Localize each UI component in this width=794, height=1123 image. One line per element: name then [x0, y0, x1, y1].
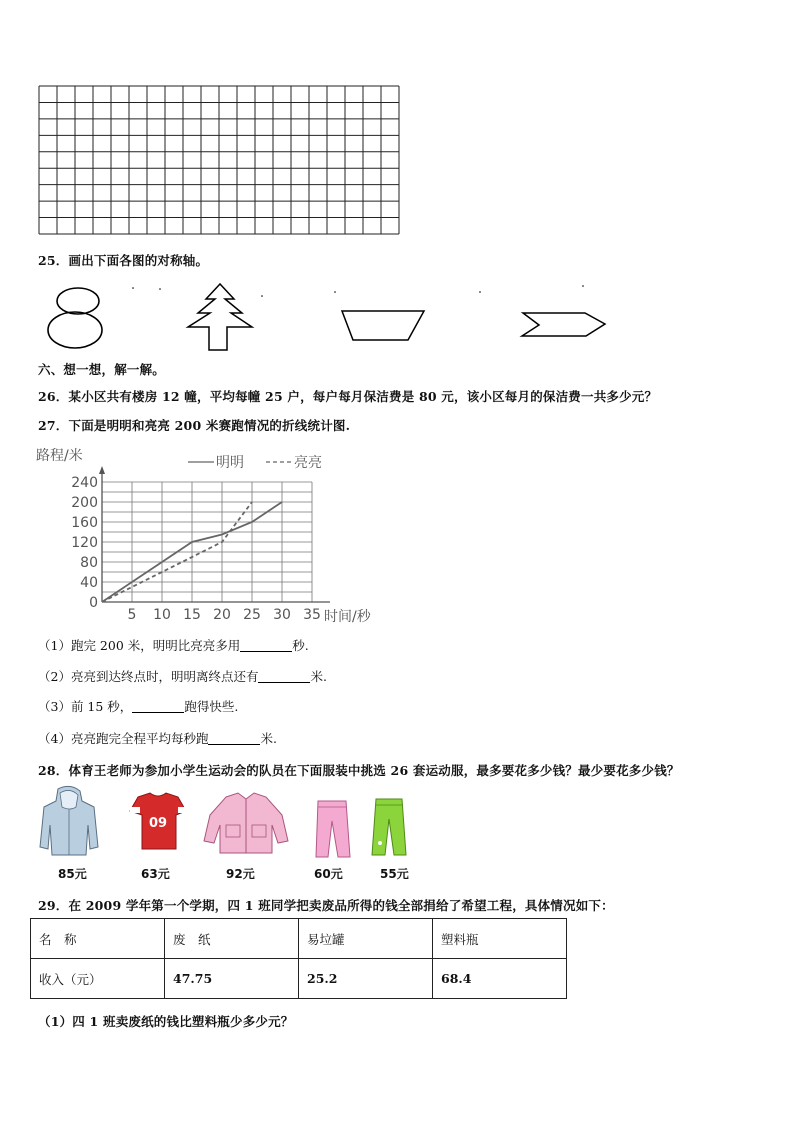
x-tick-label: 30	[273, 607, 291, 623]
figure-eight-shape	[48, 288, 102, 348]
price-hoodie: 85元	[58, 867, 87, 881]
red-tshirt-image	[130, 793, 188, 849]
origin-label: 0	[89, 595, 98, 611]
y-axis-label: 路程/米	[36, 448, 83, 464]
price-pink-pants: 60元	[314, 867, 343, 881]
price-pink-jacket: 92元	[226, 867, 255, 881]
section-6-heading: 六、想一想，解一解。	[38, 362, 166, 377]
chart-legend	[188, 455, 322, 471]
q27-sub3-blank[interactable]	[132, 700, 184, 713]
table-cell: 25.2	[299, 959, 433, 999]
q27-sub3	[38, 697, 238, 715]
q27-sub4-blank[interactable]	[208, 732, 260, 745]
y-tick-label: 240	[71, 475, 98, 491]
q27-sub3-unit: 跑得快些.	[184, 699, 239, 714]
price-red-tshirt: 63元	[141, 867, 170, 881]
green-pants-image	[372, 799, 406, 855]
table-row	[31, 959, 567, 999]
question-25: 25．画出下面各图的对称轴。	[38, 253, 209, 268]
q27-sub1-unit: 秒.	[292, 638, 309, 653]
tree-arrow-shape	[188, 284, 252, 350]
y-tick-label: 200	[71, 495, 98, 511]
q27-sub2-unit: 米.	[310, 669, 327, 684]
y-tick-label: 40	[80, 575, 98, 591]
q27-sub2	[38, 667, 327, 685]
pink-jacket-image	[204, 793, 288, 853]
y-tick-label: 120	[71, 535, 98, 551]
q27-sub4	[38, 729, 277, 747]
x-tick-label: 10	[153, 607, 171, 623]
question-29: 29．在 2009 学年第一个学期，四 1 班同学把卖废品所得的钱全部捐给了希望工程，具体情况如下：	[38, 898, 614, 913]
table-cell: 名 称	[31, 919, 165, 959]
legend-label: 亮亮	[294, 455, 322, 471]
tshirt-number: 09	[149, 816, 168, 831]
q27-sub1-text: （1）跑完 200 米，明明比亮亮多用	[38, 638, 241, 653]
table-cell: 易垃罐	[299, 919, 433, 959]
q27-sub2-text: （2）亮亮到达终点时，明明离终点还有	[38, 669, 259, 684]
hoodie-image	[40, 786, 98, 855]
stray-dots	[132, 285, 584, 297]
q27-sub1-blank[interactable]	[240, 639, 292, 652]
square-grid	[38, 85, 400, 235]
clothing-images	[30, 785, 430, 860]
x-tick-label: 20	[213, 607, 231, 623]
table-cell: 收入（元）	[31, 959, 165, 999]
q27-sub2-blank[interactable]	[258, 670, 310, 683]
q27-sub1	[38, 636, 309, 654]
symmetry-figures	[30, 280, 630, 355]
question-27: 27．下面是明明和亮亮 200 米赛跑情况的折线统计图.	[38, 418, 351, 433]
y-axis-arrow	[99, 466, 105, 474]
question-28: 28．体育王老师为参加小学生运动会的队员在下面服装中挑选 26 套运动服，最多要花多少钱？最少要花多少钱？	[38, 763, 680, 778]
q27-sub4-unit: 米.	[260, 731, 277, 746]
chevron-shape	[522, 313, 605, 336]
x-tick-label: 25	[243, 607, 261, 623]
table-row	[31, 919, 567, 959]
distance-time-line-chart	[30, 440, 371, 626]
q27-sub3-text: （3）前 15 秒，	[38, 699, 133, 714]
table-cell: 塑料瓶	[433, 919, 567, 959]
y-tick-label: 80	[80, 555, 98, 571]
table-cell: 68.4	[433, 959, 567, 999]
q29-sub1: （1）四 1 班卖废纸的钱比塑料瓶少多少元？	[38, 1014, 294, 1029]
x-axis-label: 时间/秒	[324, 609, 371, 625]
q27-sub4-text: （4）亮亮跑完全程平均每秒跑	[38, 731, 209, 746]
legend-label: 明明	[216, 455, 244, 471]
x-tick-label: 5	[127, 607, 137, 623]
recycling-income-table	[30, 918, 567, 999]
pink-pants-image	[316, 801, 350, 857]
table-cell: 废 纸	[165, 919, 299, 959]
trapezoid-shape	[342, 311, 424, 340]
x-tick-label: 15	[183, 607, 201, 623]
x-tick-label: 35	[303, 607, 321, 623]
price-green-pants: 55元	[380, 867, 409, 881]
question-26: 26．某小区共有楼房 12 幢，平均每幢 25 户，每户每月保洁费是 80 元，该小区每月的保洁费一共多少元？	[38, 389, 658, 404]
table-cell: 47.75	[165, 959, 299, 999]
y-tick-label: 160	[71, 515, 98, 531]
